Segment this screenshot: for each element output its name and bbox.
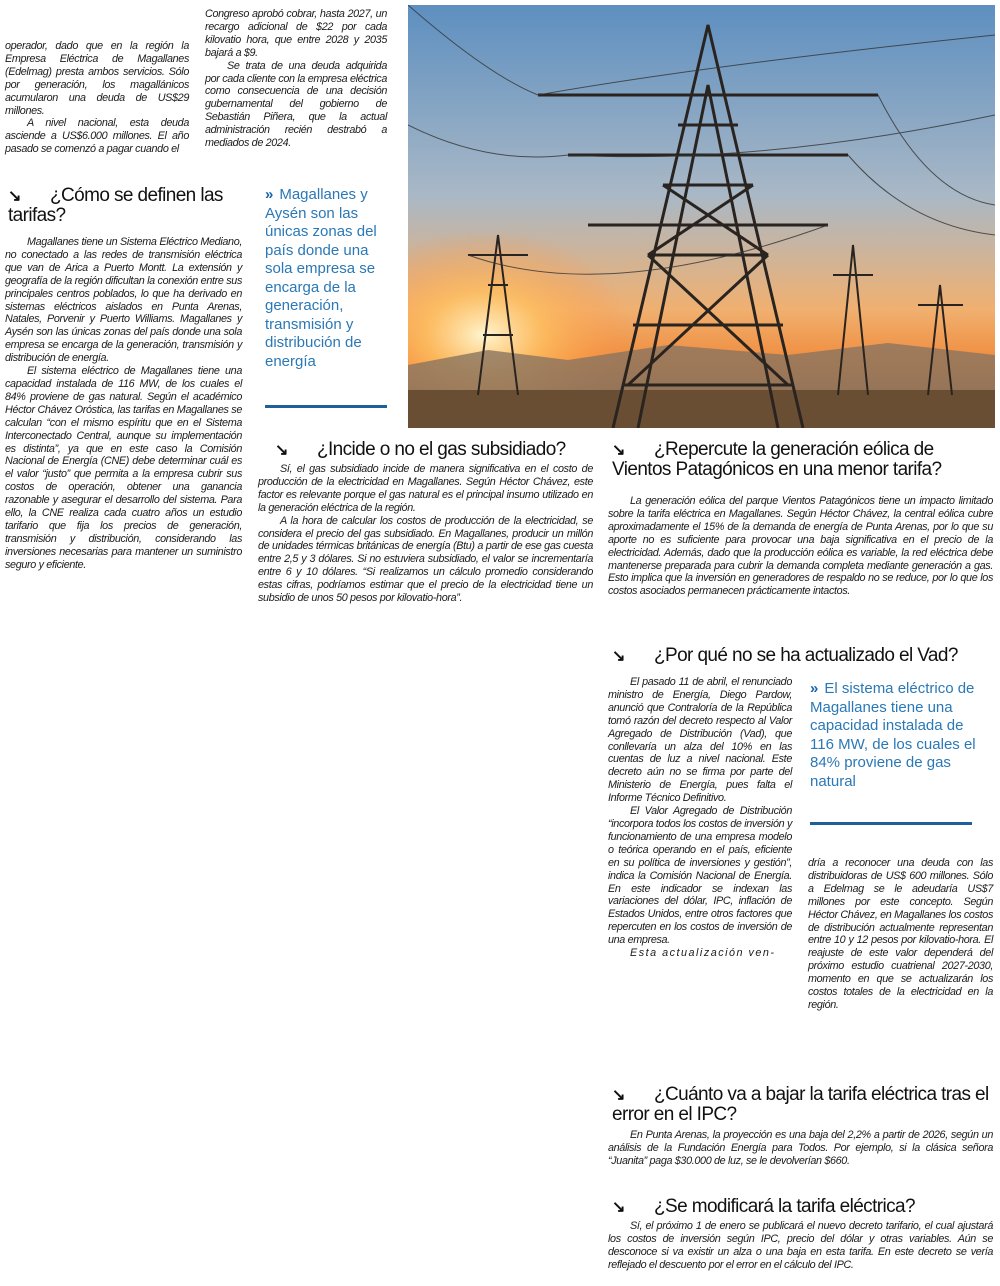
heading-vad: ↘ ¿Por qué no se ha actualizado el Vad? [612, 645, 958, 666]
arrow-down-right-icon: ↘ [612, 648, 625, 665]
gas-text [258, 463, 593, 605]
double-chevron-icon: » [810, 680, 819, 697]
modificara-text [608, 1220, 993, 1272]
paragraph: La generación eólica del parque Vientos Patagónicos tiene un impacto limitado sobre la tarifa eléctrica en Magallanes. Según Héctor Chávez, la central eólica cubre aproximadamente el 15% de la demanda de energía de Punta Arenas, por lo que su aporte no es suficiente para provocar una baja significativa en el precio de la electricidad. Además, dado que la producción eólica es variable, la red eléctrica debe mantenerse preparada para cubrir la demanda completa mediante generación a gas. Esto implica que la inversión en generadores de respaldo no se reduce, por lo que los costos asociados permanecen prácticamente intactos. [608, 495, 993, 598]
heading-modificara: ↘ ¿Se modificará la tarifa eléctrica? [612, 1196, 915, 1217]
vad-text-col2 [808, 857, 993, 1012]
quote-rule [265, 405, 387, 408]
paragraph: Se trata de una deuda adquirida por cada cliente con la empresa eléctrica como consecuencia de una decisión gubernamental del gobierno de Sebastián Piñera, que la actual administración recién destrabó a mediados de 2024. [205, 59, 387, 150]
paragraph: El pasado 11 de abril, el renunciado ministro de Energía, Diego Pardow, anunció que Contraloría de la República tomó razón del decreto respecto al Valor Agregado de Distribución (Vad), que conllevaría un alza del 10% en las cuentas de luz a nivel nacional. Este decreto aún no se firma por parte del Ministerio de Energía, pues falta el Informe Técnico Definitivo. [608, 676, 792, 805]
arrow-down-right-icon: ↘ [612, 442, 625, 459]
arrow-down-right-icon: ↘ [275, 442, 288, 459]
heading-gas: ↘ ¿Incide o no el gas subsidiado? [275, 439, 566, 460]
arrow-down-right-icon: ↘ [612, 1087, 625, 1104]
pull-quote-1: » Magallanes y Aysén son las únicas zonas del país donde una sola empresa se encarga de la generación, transmisión y distribución de energía [265, 186, 377, 370]
quote-rule [810, 822, 972, 825]
col1-top-text [5, 40, 189, 156]
paragraph: Congreso aprobó cobrar, hasta 2027, un recargo adicional de $22 por cada kilovatio hora, que entre 2028 y 2035 bajará a $9. [205, 8, 387, 59]
paragraph: Sí, el gas subsidiado incide de manera significativa en el costo de producción de la electricidad en Magallanes. Según Héctor Chávez, este factor es relevante porque el gas natural es el principal insumo utilizado en la generación eléctrica de la región. [258, 463, 593, 514]
col2-top-text [205, 8, 387, 150]
heading-ipc: ↘ ¿Cuánto va a bajar la tarifa eléctrica tras el error en el IPC? [612, 1084, 989, 1125]
paragraph: En Punta Arenas, la proyección es una baja del 2,2% a partir de 2026, según un análisis de la Fundación Energía para Todos. Por ejemplo, si la clásica señora “Juanita” paga $30.000 de luz, se le devolverían $660. [608, 1129, 993, 1167]
heading-tarifas: ↘ ¿Cómo se definen las tarifas? [8, 185, 223, 226]
paragraph: Sí, el próximo 1 de enero se publicará el nuevo decreto tarifario, el cual ajustará los costos de inversión según IPC, precio del dólar y otras variables. Aún se desconoce si va existir un alza o una baja en esta tarifa. En este decreto se vería reflejado el descuento por el error en el cálculo del IPC. [608, 1220, 993, 1271]
paragraph: dría a reconocer una deuda con las distribuidoras de US$ 600 millones. Sólo a Edelmag se le adeudaría US$7 millones por este concepto. Según Héctor Chávez, en Magallanes los costos de distribución actualmente representan entre 10 y 12 pesos por kilovatio-hora. El reajuste de este valor dependerá del próximo estudio cuatrienal 2027-2030, momento en que se actualizarán los costos totales de la electricidad en la región. [808, 857, 993, 1011]
paragraph: El sistema eléctrico de Magallanes tiene una capacidad instalada de 116 MW, de los cuales el 84% proviene de gas natural. Según el académico Héctor Chávez Oróstica, las tarifas en Magallanes se calculan “con el mismo espíritu que en el Sistema Interconectado Central, aunque su implementación es distinta”, ya que en este caso la Comisión Nacional de Energía (CNE) debe determinar cuál es el valor “justo” que permita a la empresa cubrir sus costos de operación, obtener una ganancia razonable y asegurar el desarrollo del sistema. Para ello, la CNE realiza cada cuatro años un estudio tarifario que fija los precios de generación, transmisión y distribución, considerando las inversiones necesarias para mantener un suministro seguro y eficiente. [5, 365, 242, 571]
paragraph: A nivel nacional, esta deuda asciende a US$6.000 millones. El año pasado se comenzó a pagar cuando el [5, 117, 189, 156]
pull-quote-2: » El sistema eléctrico de Magallanes tiene una capacidad instalada de 116 MW, de los cuales el 84% proviene de gas natural [810, 680, 976, 790]
paragraph: A la hora de calcular los costos de producción de la electricidad, se considera el precio del gas subsidiado. En Magallanes, producir un millón de unidades térmicas británicas de energía (Btu) a partir de ese gas cuesta entre 2,5 y 3 dólares. Si no estuviera subsidiado, el valor se incrementaría entre 6 y 10 dólares. “Si realizamos un cálculo promedio considerando estas cifras, podríamos estimar que el precio de la electricidad tiene un subsidio de unos 50 pesos por kilovatio-hora”. [258, 514, 593, 605]
paragraph: Esta actualización ven- [630, 947, 776, 960]
vad-text-col1 [608, 676, 792, 960]
double-chevron-icon: » [265, 186, 274, 203]
arrow-down-right-icon: ↘ [612, 1199, 625, 1216]
arrow-down-right-icon: ↘ [8, 188, 21, 205]
paragraph: El Valor Agregado de Distribución “incorpora todos los costos de inversión y funcionamiento de una empresa modelo o teórica operando en el país, eficiente en su política de inversiones y gestión”, indica la Comisión Nacional de Energía. En este indicador se indexan las variaciones del dólar, IPC, inflación de Estados Unidos, entre otros factores que repercuten en los costos de inversión de una empresa. [608, 805, 792, 947]
paragraph: operador, dado que en la región la Empresa Eléctrica de Magallanes (Edelmag) presta ambos servicios. Sólo por generación, los magallánicos acumularon una deuda de US$29 millones. [5, 40, 189, 117]
heading-eolica: ↘ ¿Repercute la generación eólica de Vientos Patagónicos en una menor tarifa? [612, 439, 942, 480]
ipc-text [608, 1129, 993, 1168]
power-tower-photo [408, 5, 995, 428]
paragraph: Magallanes tiene un Sistema Eléctrico Mediano, no conectado a las redes de transmisión eléctrica que van de Arica a Puerto Montt. La extensión y geografía de la región dificultan la conexión entre sus principales centros poblados, lo que ha derivado en sistemas eléctricos aislados en Punta Arenas, Natales, Porvenir y Puerto Williams. Magallanes y Aysén son las únicas zonas del país donde una sola empresa se encarga de la generación, transmisión y distribución de energía. [5, 236, 242, 365]
tarifas-text [5, 236, 242, 572]
eolica-text [608, 495, 993, 598]
